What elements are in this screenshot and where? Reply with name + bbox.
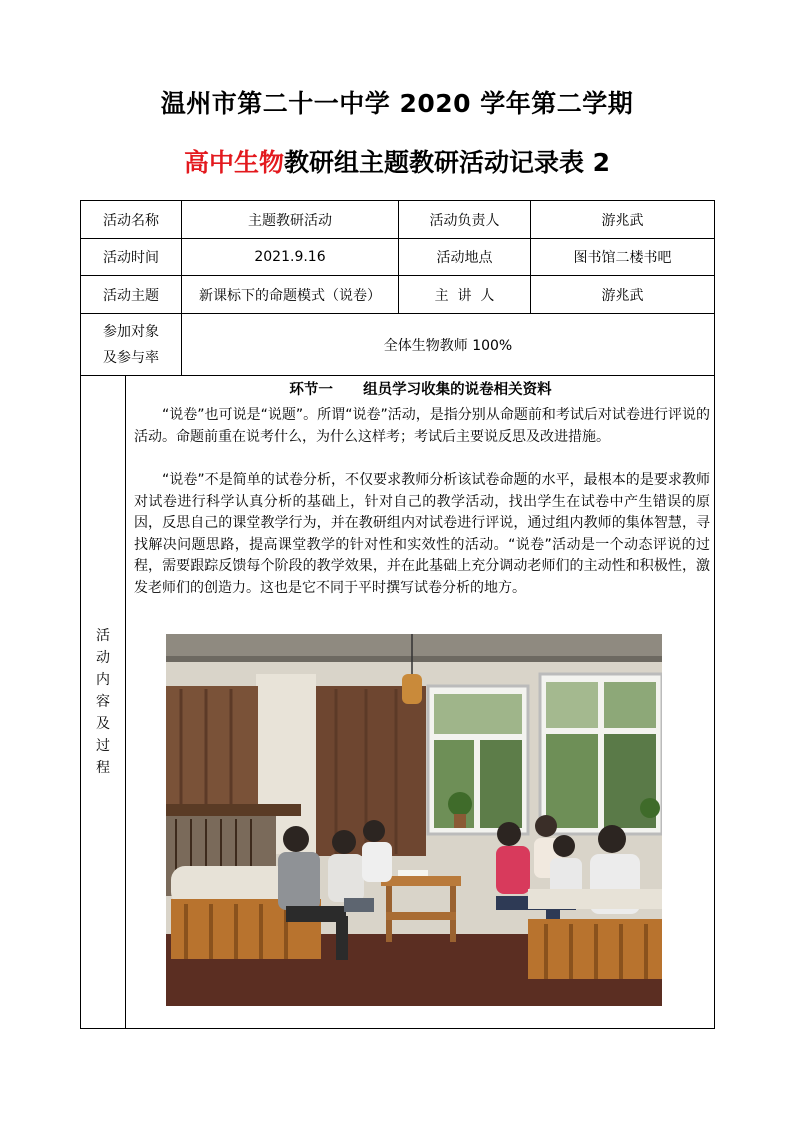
side-char: 容 xyxy=(96,694,110,710)
participants-value: 全体生物教师 100% xyxy=(182,314,715,376)
activity-record-table xyxy=(80,200,715,1029)
table-row xyxy=(81,201,715,239)
activity-process-label xyxy=(81,376,126,1029)
document-title: 温州市第二十一中学 2020 学年第二学期 xyxy=(160,89,634,118)
table-row xyxy=(81,376,715,1029)
activity-process-content xyxy=(126,376,715,1029)
participants-label-line1: 参加对象 xyxy=(103,323,159,340)
paragraph-1: “说卷”也可说是“说题”。所谓“说卷”活动，是指分别从命题前和考试后对试卷进行评说的活动。命题前重在说考什么，为什么这样考；考试后主要说反思及改进措施。 xyxy=(134,407,710,445)
activity-name-value: 主题教研活动 xyxy=(182,201,399,239)
document-subtitle xyxy=(0,143,794,179)
side-char: 过 xyxy=(96,738,110,754)
side-char: 及 xyxy=(96,716,110,732)
activity-time-value: 2021.9.16 xyxy=(182,239,399,276)
activity-name-label: 活动名称 xyxy=(81,201,182,239)
subtitle-rest: 教研组主题教研活动记录表 2 xyxy=(283,148,611,177)
person-in-charge-value: 游兆武 xyxy=(531,201,715,239)
meeting-photo xyxy=(166,634,662,1006)
side-char: 动 xyxy=(96,650,110,666)
table-row xyxy=(81,276,715,314)
activity-time-label: 活动时间 xyxy=(81,239,182,276)
activity-location-value: 图书馆二楼书吧 xyxy=(531,239,715,276)
activity-theme-value: 新课标下的命题模式（说卷） xyxy=(182,276,399,314)
speaker-value: 游兆武 xyxy=(531,276,715,314)
side-char: 程 xyxy=(96,760,110,776)
side-char: 内 xyxy=(96,672,110,688)
participants-label xyxy=(81,314,182,376)
activity-location-label: 活动地点 xyxy=(399,239,531,276)
subject-name: 高中生物 xyxy=(183,148,284,177)
table-row xyxy=(81,314,715,376)
participants-label-line2: 及参与率 xyxy=(103,349,159,366)
table-row xyxy=(81,239,715,276)
side-char: 活 xyxy=(96,628,110,644)
paragraph-2: “说卷”不是简单的试卷分析，不仅要求教师分析该试卷命题的水平，最根本的是要求教师对试卷进行科学认真分析的基础上，针对自己的教学活动，找出学生在试卷中产生错误的原因，反思自己的课堂教学行为，并在教研组内对试卷进行评说，通过组内教师的集体智慧，寻找解决问题思路，提高课堂教学的针对性和实效性的活动。“说卷”活动是一个动态评说的过程，需要跟踪反馈每个阶段的教学效果，并在此基础上充分调动老师们的主动性和积极性，激发老师们的创造力。这也是它不同于平时撰写试卷分析的地方。 xyxy=(134,472,710,596)
activity-theme-label: 活动主题 xyxy=(81,276,182,314)
speaker-label: 主 讲 人 xyxy=(399,276,531,314)
person-in-charge-label: 活动负责人 xyxy=(399,201,531,239)
section-title: 环节一 组员学习收集的说卷相关资料 xyxy=(289,382,552,398)
